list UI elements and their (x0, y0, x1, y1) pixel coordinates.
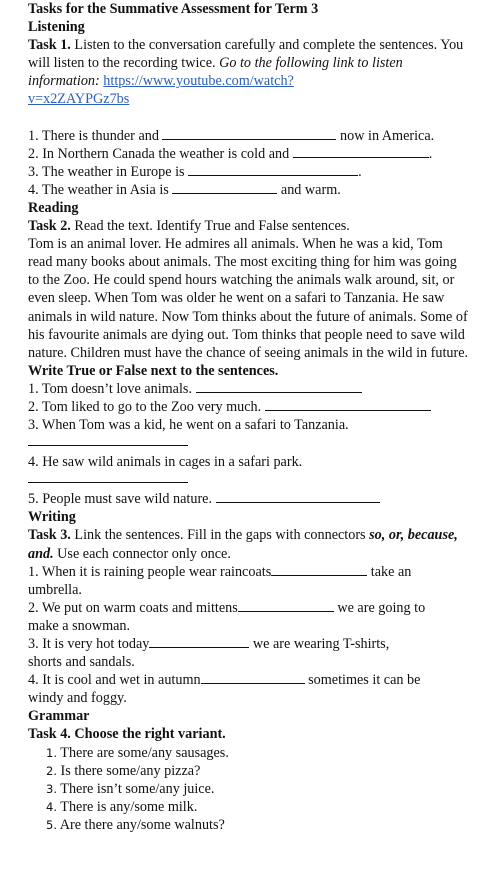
item-text: 2. In Northern Canada the weather is cold and (28, 145, 293, 162)
item-text: 1. There is thunder and (28, 127, 163, 144)
grammar-item-5 (28, 816, 470, 834)
writing-item-2 (28, 599, 470, 617)
task4-instruction (28, 725, 470, 743)
tf-item-1 (28, 380, 470, 398)
item-text: and warm. (277, 181, 341, 198)
task1-instruction-italic: Go to the following link to listen information: (28, 55, 403, 90)
writing-heading: Writing (28, 509, 76, 526)
item-text: 4. The weather in Asia is (28, 181, 173, 198)
listening-item-2 (28, 145, 470, 163)
item-text: . (358, 163, 362, 180)
task1-instruction (28, 36, 470, 108)
item-text: 1. When it is raining people wear raincoats (28, 563, 272, 580)
answer-blank[interactable] (293, 145, 429, 158)
answer-blank[interactable] (196, 380, 362, 393)
listening-item-1 (28, 127, 470, 145)
task2-label: Task 2. (28, 218, 71, 235)
item-text: 5. People must save wild nature. (28, 491, 216, 508)
answer-blank[interactable] (238, 599, 334, 612)
task3-instruction-text: Link the sentences. Fill in the gaps with connectors (70, 527, 370, 544)
reading-heading: Reading (28, 199, 79, 216)
writing-item-3-cont: shorts and sandals. (28, 654, 135, 671)
tf-item-3: 3. When Tom was a kid, he went on a safari to Tanzania. (28, 417, 349, 434)
tf-item-4: 4. He saw wild animals in cages in a safari park. (28, 454, 303, 471)
item-text: 2. Tom liked to go to the Zoo very much. (28, 398, 265, 415)
item-text: we are wearing T-shirts, (249, 636, 390, 652)
answer-blank[interactable] (271, 563, 367, 576)
item-text: Is there some/any pizza? (56, 762, 201, 779)
item-text: 2. We put on warm coats and mittens (28, 599, 238, 616)
item-text: There is any/some milk. (56, 798, 198, 815)
grammar-item-2 (28, 762, 470, 780)
item-text: . (428, 145, 433, 162)
writing-item-4-cont: windy and foggy. (28, 690, 127, 707)
writing-item-2-cont: make a snowman. (28, 617, 131, 634)
writing-item-1-cont: umbrella. (28, 581, 82, 598)
true-false-heading: Write True or False next to the sentences. (28, 362, 279, 379)
tf-item-5 (28, 490, 470, 508)
reading-text: Tom is an animal lover. He admires all animals. When he was a kid, Tom read many books about animals. The most exciting thing for him was going to the Zoo. He could spend hours watching the animals walk around, sit, or even sleep. When Tom was older he went on a safari to Tanzania. He saw animals in wild nature. Now Tom thinks about the future of animals. Some of his favourite animals are dying out. Tom thinks that people need to save wild nature. Children must have the chance of seeing animals in the wild in future. (28, 236, 469, 361)
grammar-heading: Grammar (28, 708, 90, 725)
answer-blank[interactable] (188, 163, 358, 176)
answer-blank[interactable] (28, 471, 188, 483)
listening-item-3 (28, 163, 470, 181)
task4-instruction-text: Choose the right variant. (70, 726, 226, 743)
item-text: now in America. (336, 127, 435, 144)
answer-blank[interactable] (172, 181, 277, 194)
item-text: we are going to (333, 599, 426, 616)
item-number: 3. (46, 781, 57, 796)
spacer (28, 109, 470, 127)
item-text: take an (367, 563, 412, 580)
answer-blank[interactable] (28, 434, 188, 446)
tf-item-2 (28, 398, 470, 416)
item-text: 1. Tom doesn’t love animals. (28, 380, 196, 397)
answer-blank[interactable] (201, 671, 305, 684)
grammar-item-3 (28, 780, 470, 798)
page-title: Tasks for the Summative Assessment for Term 3 (28, 1, 319, 17)
item-text: 3. The weather in Europe is (28, 163, 189, 180)
writing-item-4 (28, 671, 470, 689)
youtube-link[interactable]: https://www.youtube.com/watch? (103, 73, 294, 90)
item-text: 3. It is very hot today (28, 636, 150, 652)
task3-instruction-text-2: Use each connector only once. (53, 545, 231, 562)
task1-instruction-text: Listen to the conversation carefully and complete the sentences. You will listen to the recording twice. (28, 37, 464, 72)
task4-label: Task 4. (28, 726, 71, 743)
listening-heading: Listening (28, 19, 85, 36)
connectors-list: so, or, because, and. (28, 527, 458, 562)
item-number: 2. (46, 763, 57, 778)
grammar-item-1 (28, 744, 470, 762)
listening-item-4 (28, 181, 470, 199)
item-text: There isn’t some/any juice. (56, 780, 215, 797)
youtube-link-cont[interactable]: v=x2ZAYPGz7bs (28, 91, 130, 108)
answer-blank[interactable] (216, 490, 380, 503)
task3-instruction (28, 526, 470, 562)
item-text: sometimes it can be (304, 672, 421, 689)
task2-instruction (28, 217, 470, 235)
answer-blank[interactable] (149, 635, 249, 648)
answer-blank[interactable] (162, 127, 336, 140)
task1-label: Task 1. (28, 37, 71, 54)
item-number: 4. (46, 799, 57, 814)
writing-item-3 (28, 635, 470, 653)
item-number: 5. (46, 817, 57, 832)
item-text: There are some/any sausages. (56, 744, 229, 761)
task2-instruction-text: Read the text. Identify True and False sentences. (70, 218, 350, 235)
item-text: Are there any/some walnuts? (56, 816, 225, 833)
grammar-item-4 (28, 798, 470, 816)
task3-label: Task 3. (28, 527, 71, 544)
answer-blank[interactable] (265, 398, 431, 411)
item-text: 4. It is cool and wet in autumn (28, 672, 201, 689)
item-number: 1. (46, 745, 57, 760)
writing-item-1 (28, 563, 470, 581)
